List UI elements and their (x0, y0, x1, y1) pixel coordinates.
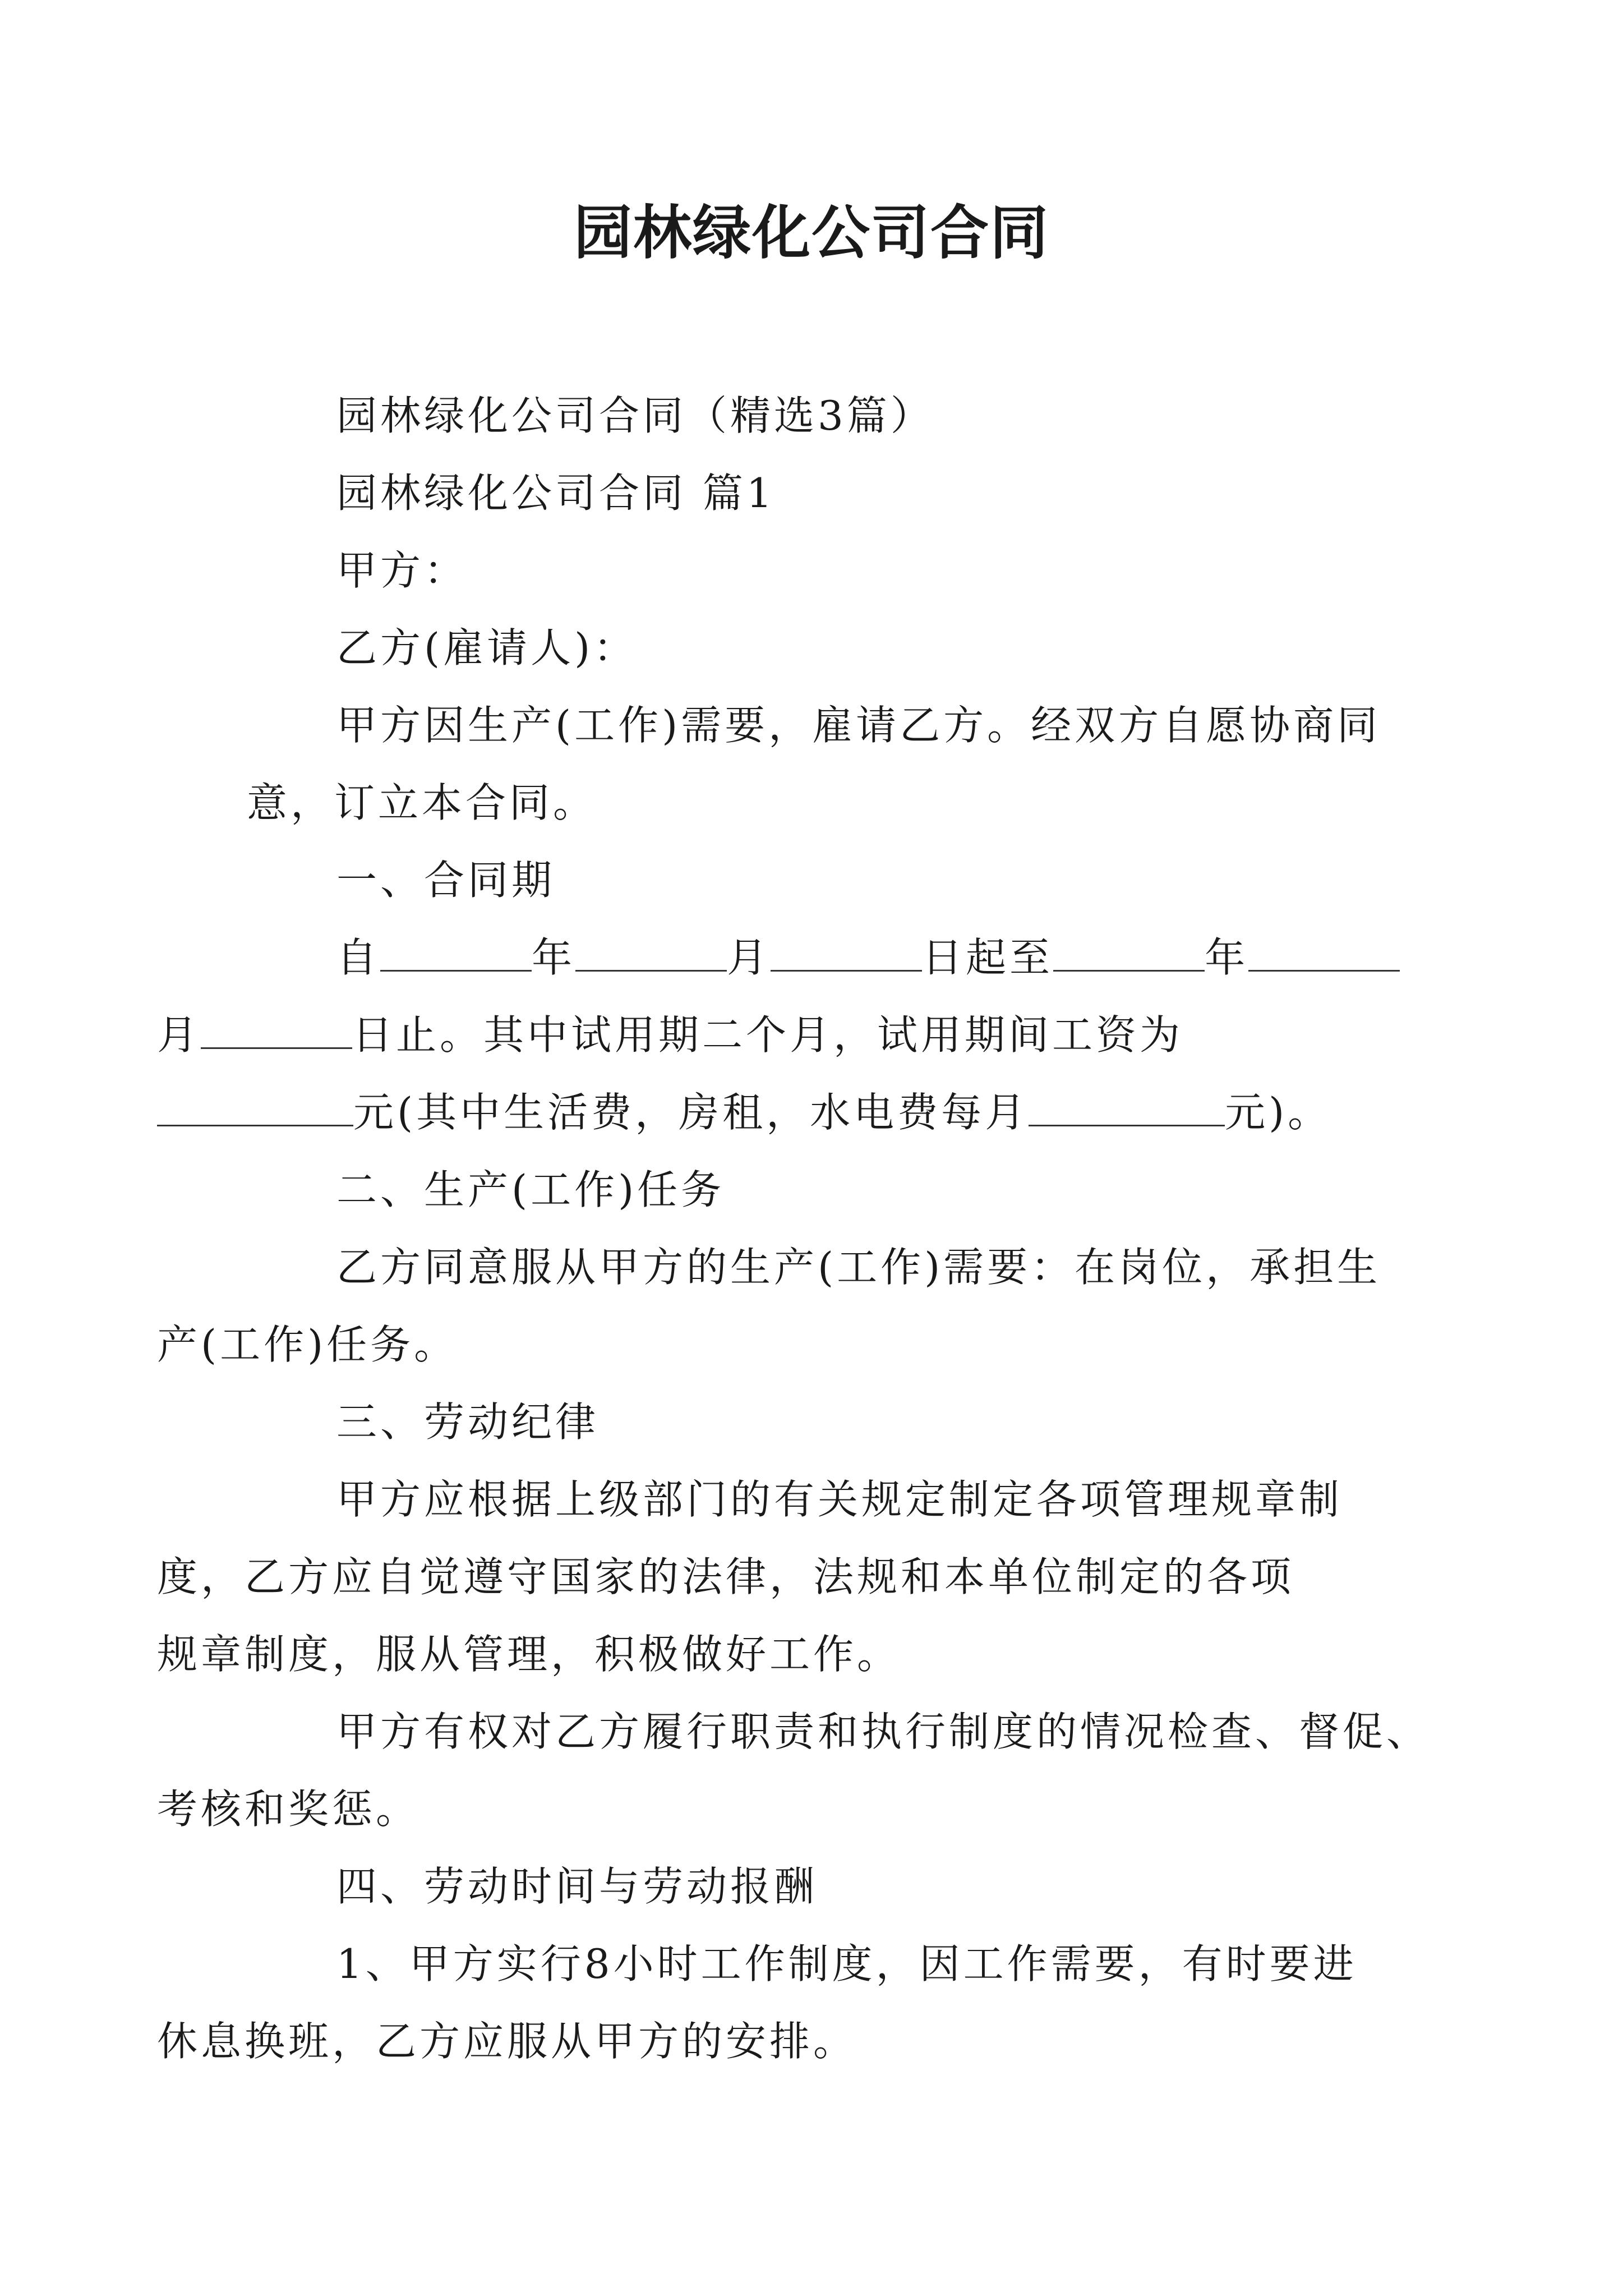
work-hours-line-1: 1、甲方实行8小时工作制度，因工作需要，有时要进 (336, 1940, 1357, 1987)
task-line-1: 乙方同意服从甲方的生产(工作)需要：在岗位，承担生 (336, 1244, 1381, 1291)
contract-period-paragraph (157, 919, 1391, 1151)
party-b-line: 乙方(雇请人)： (336, 624, 638, 671)
blank-end-day (201, 1013, 352, 1049)
document-body (157, 377, 1431, 2080)
blank-end-month (1248, 935, 1400, 972)
intro-line-1: 甲方因生产(工作)需要，雇请乙方。经双方自愿协商同 (336, 702, 1381, 749)
subtitle-line: 园林绿化公司合同（精选3篇） (336, 392, 934, 439)
period-text-end-year: 年 (1205, 934, 1249, 981)
clause-3-heading: 三、劳动纪律 (336, 1398, 600, 1446)
work-hours-paragraph (157, 1925, 1391, 2080)
period-text-month: 月 (727, 934, 771, 981)
period-text-from: 自 (336, 934, 381, 981)
clause-1-heading: 一、合同期 (336, 857, 556, 904)
wage-text: 元(其中生活费，房租，水电费每月 (353, 1089, 1029, 1136)
blank-start-month (575, 935, 727, 972)
inspection-paragraph (157, 1693, 1431, 1848)
intro-line-2: 意，订立本合同。 (247, 779, 597, 826)
blank-start-day (771, 935, 922, 972)
discipline-line-2: 度，乙方应自觉遵守国家的法律，法规和本单位制定的各项 (157, 1553, 1295, 1600)
inspection-line-2: 考核和奖惩。 (157, 1786, 420, 1833)
blank-end-year (1053, 935, 1205, 972)
blank-start-year (380, 935, 532, 972)
work-hours-line-2: 休息换班，乙方应服从甲方的安排。 (157, 2018, 857, 2065)
inspection-line-1: 甲方有权对乙方履行职责和执行制度的情况检查、督促、 (336, 1708, 1431, 1755)
discipline-line-3: 规章制度，服从管理，积极做好工作。 (157, 1631, 901, 1678)
discipline-paragraph (157, 1461, 1391, 1693)
intro-paragraph (247, 687, 1391, 841)
period-text-end-month: 月 (157, 1011, 201, 1059)
clause-4-heading: 四、劳动时间与劳动报酬 (336, 1863, 818, 1910)
task-paragraph (157, 1228, 1391, 1383)
clause-2-heading: 二、生产(工作)任务 (336, 1166, 725, 1213)
discipline-line-1: 甲方应根据上级部门的有关规定制定各项管理规章制 (336, 1476, 1343, 1523)
document-title: 园林绿化公司合同 (573, 198, 1049, 267)
period-text-year: 年 (532, 934, 576, 981)
section-heading-part1: 园林绿化公司合同 篇1 (336, 470, 776, 517)
blank-probation-wage (157, 1090, 353, 1126)
blank-monthly-fee (1029, 1090, 1225, 1126)
task-line-2: 产(工作)任务。 (157, 1321, 458, 1368)
wage-text-end: 元)。 (1225, 1089, 1332, 1136)
period-text-until: 日起至 (922, 934, 1054, 981)
period-text-probation: 日止。其中试用期二个月，试用期间工资为 (352, 1011, 1184, 1059)
party-a-line: 甲方： (336, 547, 468, 594)
